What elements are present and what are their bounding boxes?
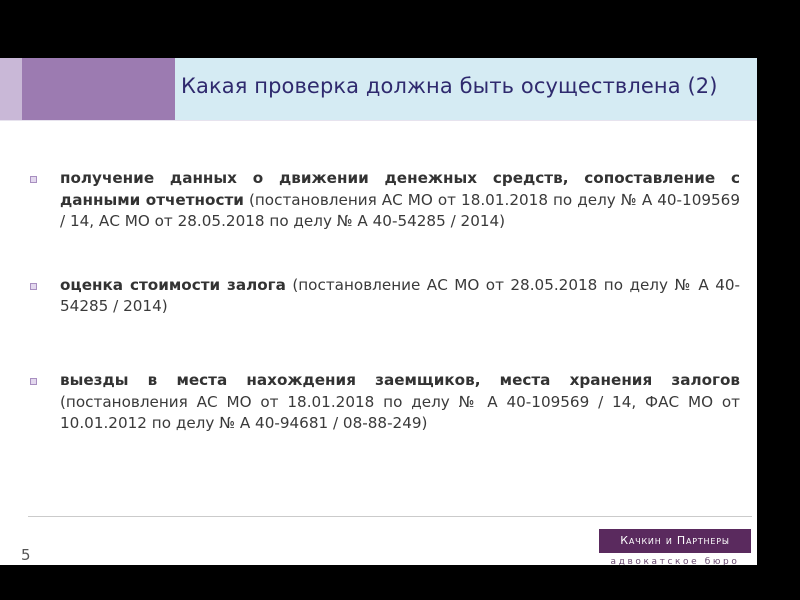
page-number: 5 <box>21 546 31 564</box>
footer-divider <box>28 516 752 517</box>
header-divider <box>0 120 757 121</box>
square-bullet-icon <box>30 378 37 385</box>
square-bullet-icon <box>30 283 37 290</box>
bullet-list <box>30 168 740 435</box>
bullet-heading: оценка стоимости залога <box>60 275 286 294</box>
slide <box>0 58 757 565</box>
company-logo: Качкин и Партнеры <box>599 529 751 553</box>
company-logo-subtitle: адвокатское бюро <box>610 557 740 565</box>
bullet-text: (постановления АС МО от 18.01.2018 по делу № А 40-109569 / 14, ФАС МО от 10.01.2012 по делу № А 40-94681 / 08-88-249) <box>60 392 740 433</box>
header-accent-light <box>0 58 22 120</box>
bullet-heading: выезды в места нахождения заемщиков, места хранения залогов <box>60 370 740 389</box>
bullet-heading: получение данных о движении денежных средств, сопоставление с данными отчетности <box>60 169 740 209</box>
slide-title: Какая проверка должна быть осуществлена (2) <box>181 74 718 98</box>
bullet-item <box>30 275 740 318</box>
bullet-text: (постановления АС МО от 18.01.2018 по делу № А 40-109569 / 14, АС МО от 28.05.2018 по делу № А 40-54285 / 2014) <box>60 190 741 231</box>
square-bullet-icon <box>30 176 37 183</box>
header-accent-purple <box>22 58 175 120</box>
bullet-item <box>30 168 740 233</box>
bullet-text: (постановление АС МО от 28.05.2018 по делу № А 40-54285 / 2014) <box>60 275 740 316</box>
bullet-item <box>30 370 740 435</box>
